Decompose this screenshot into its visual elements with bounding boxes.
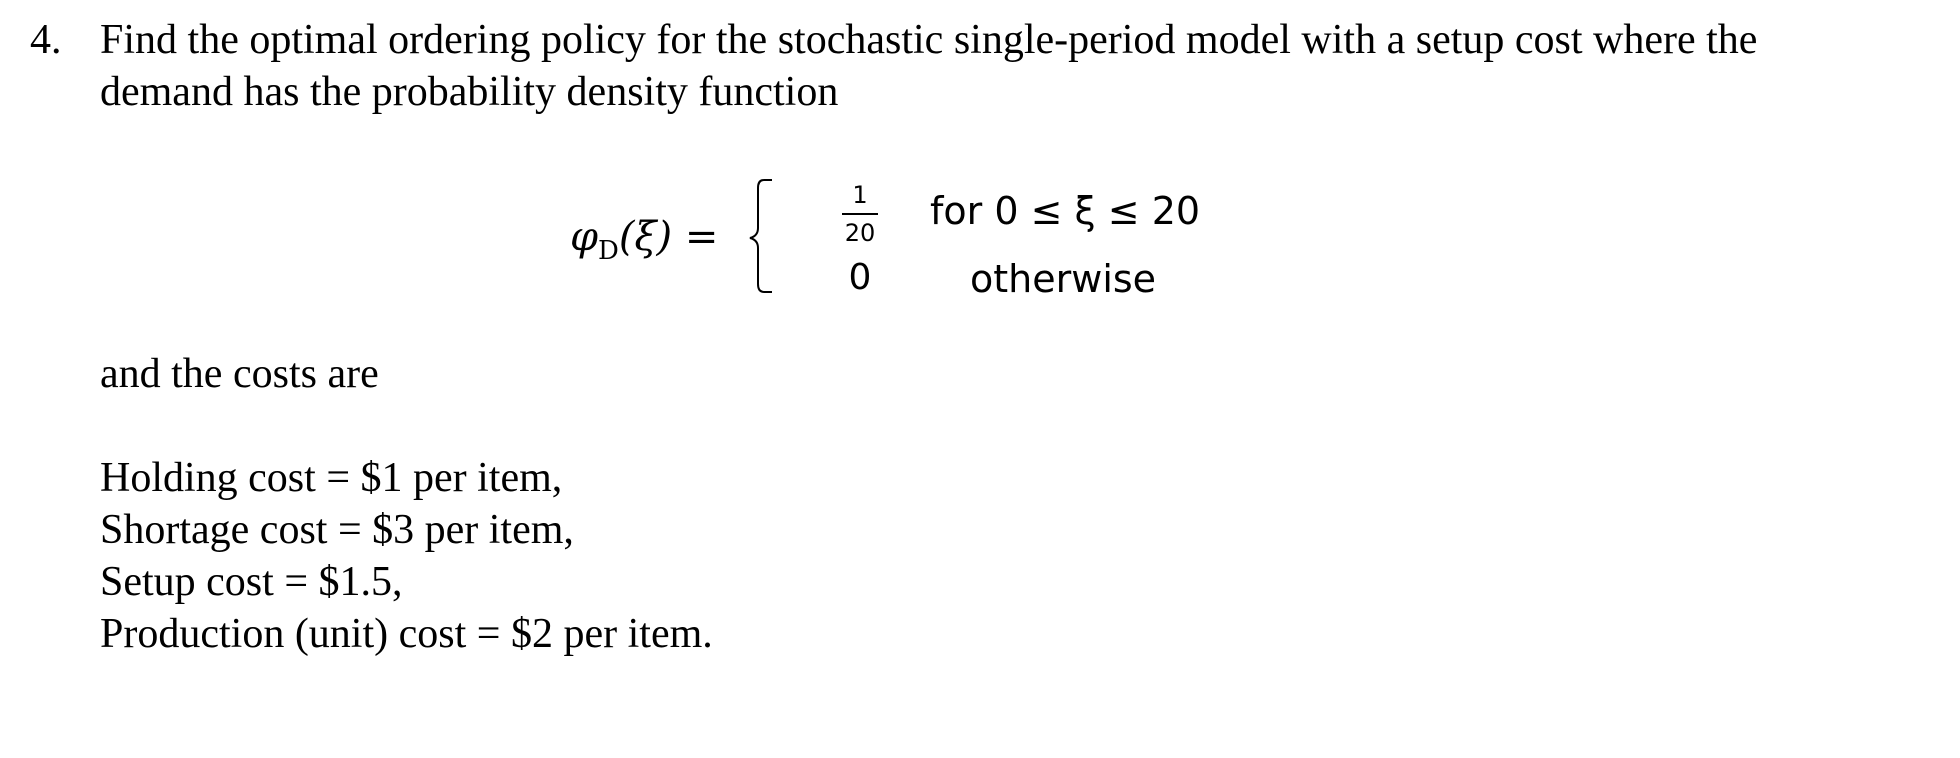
case1-fraction (838, 180, 882, 248)
fraction-numerator: 1 (852, 181, 868, 209)
holding-cost: Holding cost = $1 per item, (100, 455, 563, 501)
production-cost: Production (unit) cost = $2 per item. (100, 611, 713, 657)
case2-value: 0 (848, 257, 872, 298)
problem-statement (30, 14, 1930, 118)
formula-argument: (ξ) (618, 214, 673, 260)
shortage-cost: Shortage cost = $3 per item, (100, 507, 574, 553)
setup-cost: Setup cost = $1.5, (100, 559, 403, 605)
density-formula (570, 172, 1270, 322)
problem-number: 4. (30, 17, 62, 63)
left-brace (738, 176, 778, 296)
phi-subscript: D (598, 236, 619, 266)
fraction-denominator: 20 (844, 219, 876, 247)
case2-condition: otherwise (970, 257, 1157, 301)
costs-intro: and the costs are (100, 351, 379, 397)
case1-condition: for 0 ≤ ξ ≤ 20 (930, 189, 1201, 233)
equals-sign: = (684, 214, 719, 260)
problem-heading (30, 14, 1930, 118)
phi-symbol: φ (570, 214, 599, 260)
formula-lhs (570, 212, 718, 276)
problem-text: Find the optimal ordering policy for the stochastic single-period model with a setup cost where the demand has the probability density function (100, 17, 1758, 115)
fraction-bar (842, 213, 878, 215)
cost-list (100, 452, 713, 660)
